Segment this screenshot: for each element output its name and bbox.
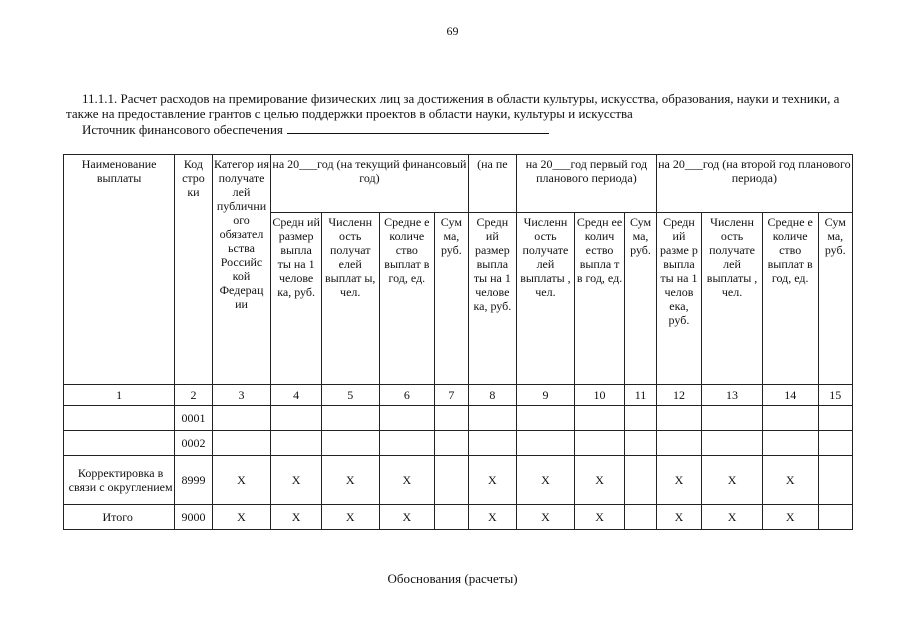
cell <box>762 431 818 456</box>
column-number: 14 <box>762 385 818 406</box>
justification-title: Обоснования (расчеты) <box>387 571 518 586</box>
table-row-rounding <box>64 456 853 505</box>
cell: X <box>271 505 322 530</box>
sub-avg-3: Средн ий разме р выпла ты на 1 челов ека, руб. <box>656 213 702 385</box>
cell <box>574 431 625 456</box>
column-number: 8 <box>468 385 517 406</box>
cell <box>379 406 435 431</box>
cell <box>468 406 517 431</box>
column-number: 5 <box>321 385 379 406</box>
cell: X <box>656 456 702 505</box>
table-row <box>64 431 853 456</box>
cell <box>818 406 853 431</box>
page-number: 69 <box>446 24 459 38</box>
column-number: 11 <box>625 385 656 406</box>
column-number: 7 <box>435 385 468 406</box>
column-number: 12 <box>656 385 702 406</box>
cell <box>271 406 322 431</box>
cell: X <box>517 505 575 530</box>
row-code: 0001 <box>175 406 212 431</box>
expense-calculation-table <box>63 154 853 530</box>
sub-avg-2: Средн ий размер выпла ты на 1 челове ка, руб. <box>468 213 517 385</box>
header-row-1 <box>64 155 853 213</box>
cell <box>625 456 656 505</box>
row-code: 8999 <box>175 456 212 505</box>
cell: X <box>517 456 575 505</box>
column-number: 6 <box>379 385 435 406</box>
cell <box>435 456 468 505</box>
sub-sum-2: Сум ма, руб. <box>625 213 656 385</box>
cell <box>271 431 322 456</box>
header-category: Категор ия получате лей публични ого обязател ьства Российс кой Федерац ии <box>212 155 271 385</box>
cell: X <box>468 505 517 530</box>
cell <box>656 406 702 431</box>
cell <box>435 505 468 530</box>
column-number: 10 <box>574 385 625 406</box>
column-number-row <box>64 385 853 406</box>
column-number: 15 <box>818 385 853 406</box>
sub-qty-1: Средне е количе ство выплат в год, ед. <box>379 213 435 385</box>
row-code: 9000 <box>175 505 212 530</box>
header-current-year: на 20___год (на текущий финансовый год) <box>271 155 468 213</box>
cell <box>321 431 379 456</box>
sub-avg-1: Средн ий размер выпла ты на 1 челове ка, руб. <box>271 213 322 385</box>
funding-source-line <box>82 122 549 137</box>
cell: X <box>702 505 763 530</box>
cell <box>435 431 468 456</box>
cell <box>625 431 656 456</box>
cell <box>321 406 379 431</box>
sub-num-3: Численн ость получате лей выплаты , чел. <box>702 213 763 385</box>
cell <box>435 406 468 431</box>
cell: X <box>762 456 818 505</box>
funding-source-blank <box>287 123 549 134</box>
column-number: 4 <box>271 385 322 406</box>
cell: X <box>762 505 818 530</box>
cell <box>517 406 575 431</box>
cell: X <box>656 505 702 530</box>
header-partial: (на пе <box>468 155 517 213</box>
sub-num-1: Численн ость получат елей выплат ы, чел. <box>321 213 379 385</box>
column-number: 9 <box>517 385 575 406</box>
cell: X <box>574 505 625 530</box>
row-name: Итого <box>64 505 175 530</box>
column-number: 2 <box>175 385 212 406</box>
row-name <box>64 431 175 456</box>
cell <box>625 406 656 431</box>
cell <box>702 431 763 456</box>
cell <box>625 505 656 530</box>
cell <box>702 406 763 431</box>
column-number: 3 <box>212 385 271 406</box>
cell: X <box>271 456 322 505</box>
funding-source-label: Источник финансового обеспечения <box>82 122 283 137</box>
header-payment-name: Наименование выплаты <box>64 155 175 385</box>
cell: X <box>321 456 379 505</box>
header-row-code: Код стро ки <box>175 155 212 385</box>
cell <box>818 431 853 456</box>
cell: X <box>468 456 517 505</box>
column-number: 13 <box>702 385 763 406</box>
cell <box>212 431 271 456</box>
cell <box>379 431 435 456</box>
row-code: 0002 <box>175 431 212 456</box>
cell <box>818 505 853 530</box>
cell: X <box>574 456 625 505</box>
cell <box>212 406 271 431</box>
cell <box>468 431 517 456</box>
section-heading: 11.1.1. Расчет расходов на премирование физических лиц за достижения в области культуры, искусства, образования, науки и техники, а также на предоставление грантов с целью поддержки проектов в области науки, культуры и искусства <box>66 91 840 121</box>
cell: X <box>212 505 271 530</box>
cell <box>574 406 625 431</box>
table-row <box>64 406 853 431</box>
cell: X <box>321 505 379 530</box>
table-row-total <box>64 505 853 530</box>
cell: X <box>379 505 435 530</box>
sub-sum-1: Сум ма, руб. <box>435 213 468 385</box>
cell <box>818 456 853 505</box>
sub-num-2: Численн ость получате лей выплаты , чел. <box>517 213 575 385</box>
cell: X <box>702 456 763 505</box>
cell <box>656 431 702 456</box>
row-name <box>64 406 175 431</box>
cell <box>517 431 575 456</box>
header-plan-year-1: на 20___год первый год планового периода) <box>517 155 657 213</box>
cell: X <box>212 456 271 505</box>
column-number: 1 <box>64 385 175 406</box>
sub-qty-2: Средн ее колич ество выпла т в год, ед. <box>574 213 625 385</box>
row-name: Корректировка в связи с округлением <box>64 456 175 505</box>
header-plan-year-2: на 20___год (на второй год планового периода) <box>656 155 852 213</box>
cell <box>762 406 818 431</box>
cell: X <box>379 456 435 505</box>
sub-qty-3: Средне е количе ство выплат в год, ед. <box>762 213 818 385</box>
sub-sum-3: Сум ма, руб. <box>818 213 853 385</box>
